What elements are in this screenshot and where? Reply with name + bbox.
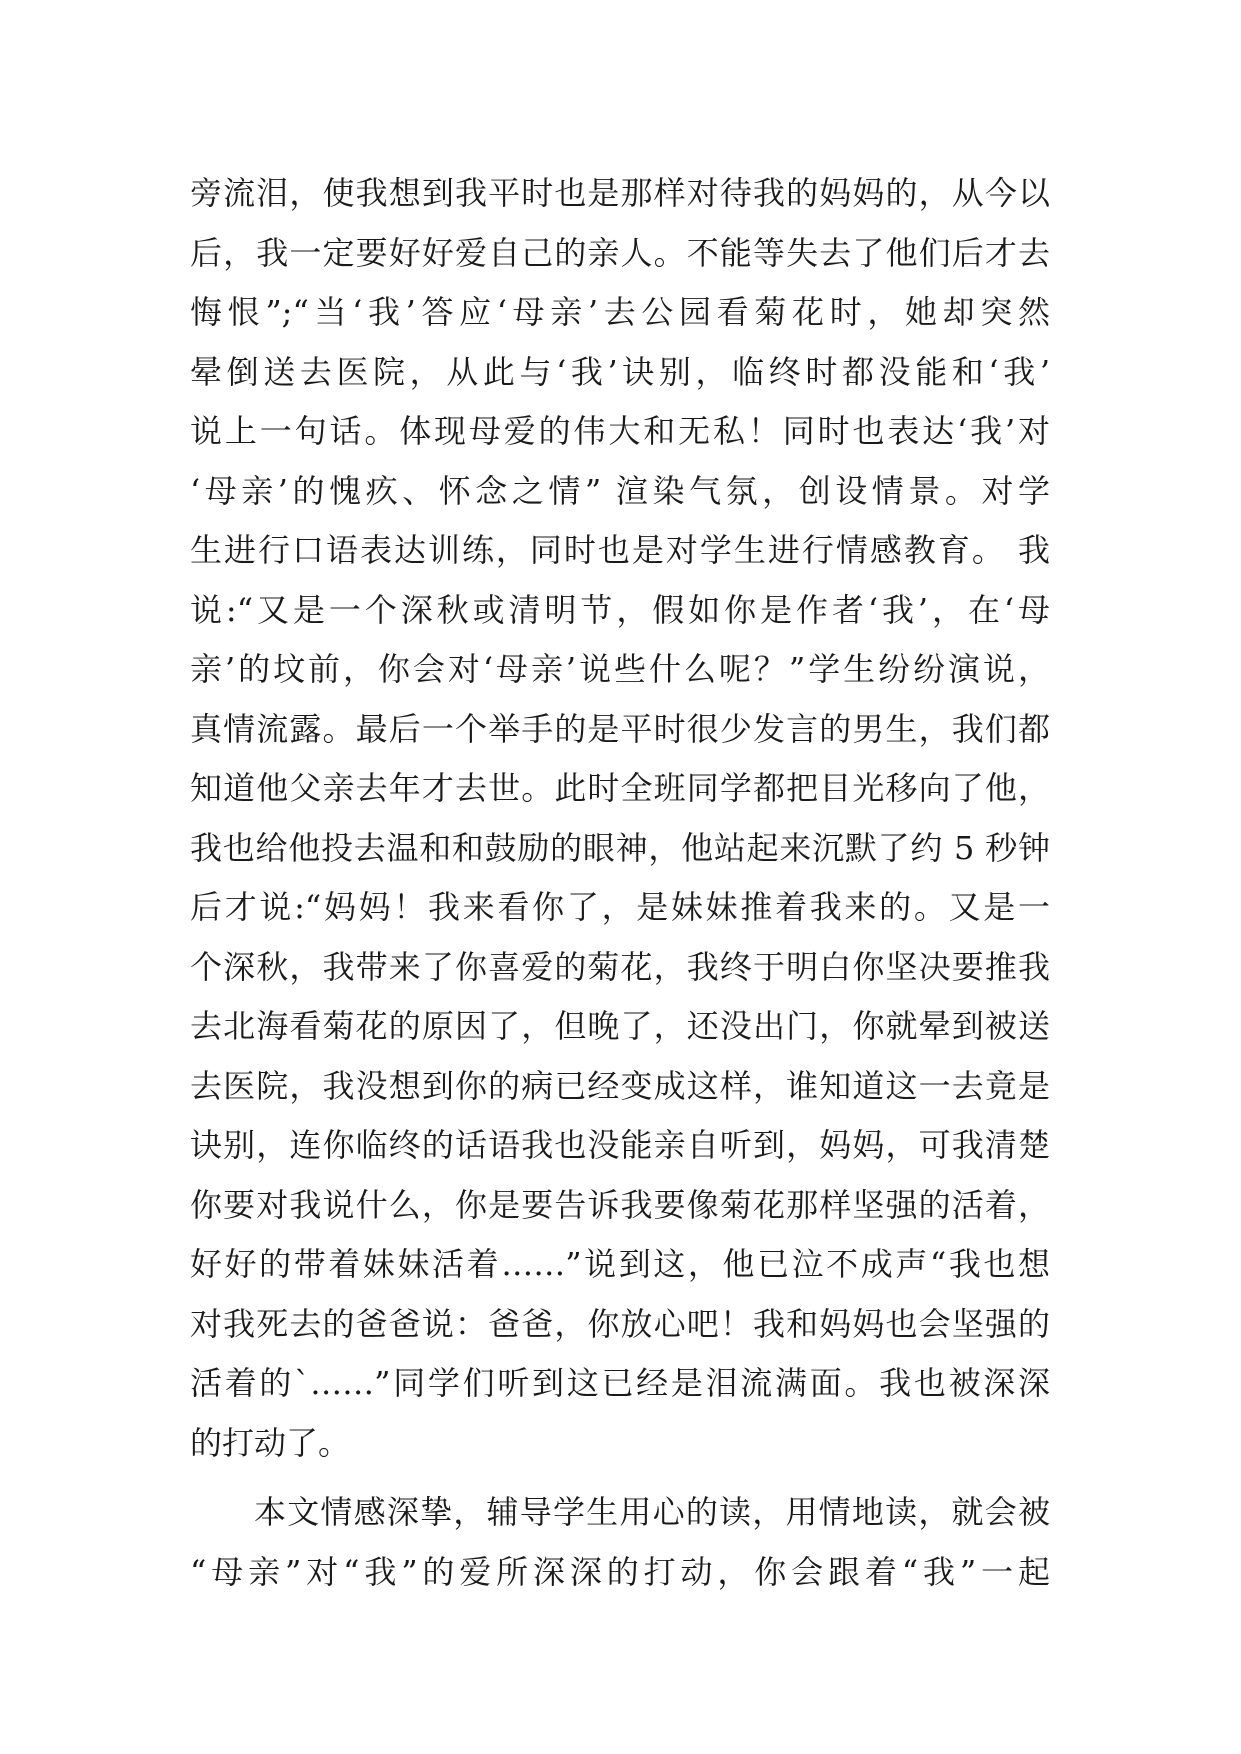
text-line: ‘母亲’的愧疚、怀念之情” 渲染气氛，创设情景。对学 (190, 471, 1050, 510)
text-line: 旁流泪，使我想到我平时也是那样对待我的妈妈的，从今以 (190, 174, 1050, 212)
text-line: 后，我一定要好好爱自己的亲人。不能等失去了他们后才去 (190, 233, 1050, 272)
paragraph-1 (190, 164, 1050, 1473)
text-line: 好好的带着妹妹活着……”说到这，他已泣不成声“我也想 (190, 1245, 1050, 1283)
text-line: 的打动了。 (190, 1423, 351, 1462)
paragraph-2 (190, 1483, 1050, 1602)
text-line: 活着的`……”同学们听到这已经是泪流满面。我也被深深 (190, 1364, 1050, 1402)
body-text (190, 164, 1050, 1602)
text-line: 诀别，连你临终的话语我也没能亲自听到，妈妈，可我清楚 (190, 1126, 1050, 1164)
text-line: 晕倒送去医院，从此与‘我’诀别，临终时都没能和‘我’ (190, 352, 1050, 391)
text-line: 后才说:“妈妈！我来看你了，是妹妹推着我来的。又是一 (190, 888, 1050, 926)
text-line: 说:“又是一个深秋或清明节，假如你是作者‘我’，在‘母 (190, 590, 1050, 629)
text-line: 知道他父亲去年才去世。此时全班同学都把目光移向了他， (190, 769, 1050, 807)
text-line: 我也给他投去温和和鼓励的眼神，他站起来沉默了约 5 秒钟 (190, 828, 1050, 867)
paragraph-spacer (190, 1473, 1050, 1483)
text-line: 真情流露。最后一个举手的是平时很少发言的男生，我们都 (190, 709, 1050, 748)
text-line: 你要对我说什么，你是要告诉我要像菊花那样坚强的活着， (190, 1185, 1050, 1224)
text-line: 去北海看菊花的原因了，但晚了，还没出门，你就晕到被送 (190, 1007, 1050, 1045)
text-line: 个深秋，我带来了你喜爱的菊花，我终于明白你坚决要推我 (190, 947, 1050, 986)
text-line: 对我死去的爸爸说：爸爸，你放心吧！我和妈妈也会坚强的 (190, 1304, 1050, 1343)
text-line: 亲’的坟前，你会对‘母亲’说些什么呢？”学生纷纷演说， (190, 650, 1050, 688)
text-line: 悔恨”;“当‘我’答应‘母亲’去公园看菊花时，她却突然 (190, 293, 1050, 331)
text-line: 生进行口语表达训练，同时也是对学生进行情感教育。 我 (190, 531, 1050, 569)
text-line: 说上一句话。体现母爱的伟大和无私！同时也表达‘我’对 (190, 412, 1050, 450)
text-line: 去医院，我没想到你的病已经变成这样，谁知道这一去竟是 (190, 1066, 1050, 1105)
text-line: 本文情感深挚，辅导学生用心的读，用情地读，就会被 (254, 1493, 1050, 1531)
text-line: “母亲”对“我”的爱所深深的打动，你会跟着“我”一起 (190, 1552, 1050, 1591)
